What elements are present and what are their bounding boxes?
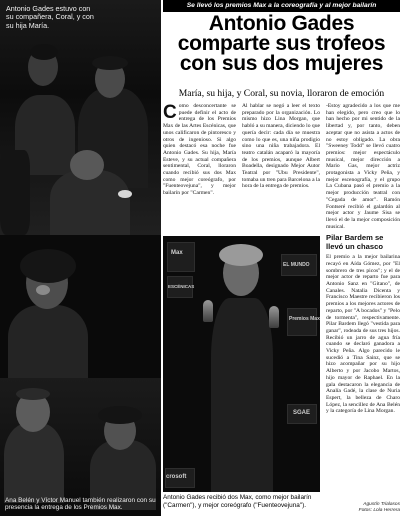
photo-caption: Antonio Gades recibió dos Max, como mejor bailarín ("Carmen"), y mejor coreógrafo ("Fuenteovejuna").	[163, 494, 312, 509]
column-3	[326, 103, 400, 516]
photo-credit	[326, 502, 400, 513]
column-1	[163, 103, 236, 233]
trophy-icon	[269, 306, 279, 328]
headline: Antonio Gades comparte sus trofeos con sus dos mujeres	[177, 12, 386, 75]
photo-gades-family	[0, 0, 161, 235]
backdrop-text: SGAE	[293, 410, 311, 416]
trophy-icon	[203, 300, 213, 322]
backdrop-text: Premios Max	[289, 316, 320, 322]
subheading-pilar-bardem: Pilar Bardem se llevó un chasco	[326, 233, 384, 251]
photo-ana-belen-victor-manuel	[0, 378, 161, 516]
caption-bottom: Ana Belén y Víctor Manuel también realizaron con su presencia la entrega de los Premios Max.	[5, 496, 156, 512]
photo-maria-esteve	[0, 235, 161, 378]
column-3-text: -Estoy agradecido a los que me han elegido, pero creo que lo han hecho por mi sentido de la libertad y, por tanto, deben aceptar que no asista a actos de no estoy obligado. La obra "Sweeney Todd" se llevó cuatro premios: mejor espectáculo musical, mejor dirección a Mario Gas, mejor actriz protagonista a Vicky Peña, y mejor escenografía, y el grupo La Cubana pasó el premio a la mejor producción teatral con "Cegada de amor". Ramón Fontseré recibió el galardón al mejor actor y Jaume Sisa se llevó el de la mejor composición musical.	[326, 103, 400, 230]
kicker: Se llevó los premios Max a la coreografía y al mejor bailarín	[163, 0, 400, 12]
credit-author: Agustín Trialasos	[363, 502, 400, 507]
credit-photos: Fotos: Lola Herrera	[358, 507, 400, 513]
column-2-text: Al hablar se negó a leer el texto preparado por la organización. Lo mismo hizo Lina Morgan, que habló a su manera, diciendo lo que quería decir: cada día se muestra como lo que es, una niña prodigio sino una niña trabajadora. El teatro catalán acaparó la mayoría de los premios, aunque Albert Boadella, designado Mejor Autor Teatral por "Ubu Presidente", tomaba un tren para Barcelona a la hora de la entrega de premios.	[242, 103, 320, 190]
backdrop-text: EL MUNDO	[283, 262, 310, 268]
backdrop-text: Max	[171, 250, 183, 256]
photo-column	[0, 0, 161, 516]
backdrop-text: ESCÉNICAS	[168, 284, 195, 289]
caption-top: Antonio Gades estuvo con su compañera, Coral, y con su hija María.	[6, 4, 94, 30]
article	[163, 0, 400, 516]
backdrop-text: crosoft	[166, 474, 187, 480]
column-3-text-2: El premio a la mejor bailarina recayó en Aída Gómez, por "El sombrero de tres picos"; y el de mejor actor de reparto fue para Antonio Sanz en "Gitano", de Canales. Natalia Dicenta y Francisco Maestre recibieron los premios a los mejores actores de reparto, por "A bocados" y "Pelo de tormenta", respectivamente. Pilar Bardem llegó "vestida para ganar", rodeada de sus tres hijos. Recibió un jarro de agua fría cuando se declaró ganadora a Vicky Peña. Algo parecido le sucedió a Tina Sainz, que se hizo acompañar por su hijo Alberto y por Jacobo Martos, hijo mayor de Raphael. En la gala destacaron la elegancia de Analía Gadé, la clase de Nuria Espert, la belleza de Charo López, la sencillez de Ana Belén y la categoría de Lina Morgan.	[326, 254, 400, 415]
column-2	[242, 103, 320, 233]
subhead: María, su hija, y Coral, su novia, lloraron de emoción	[178, 88, 385, 99]
drop-cap: C	[163, 103, 177, 123]
column-1-text: omo desconcertante se puede definir el acto de entrega de los Premios Max de las Artes Escénicas, que unos calificaron de pintoresco y otros de ingenioso. Si algo quien destacó esa noche fue Antonio Gades. Su hija, María Esteve, y su actual compañera sentimental, Coral, lloraron cuando recibió sus dos Max como mejor coreógrafo, por "Fuenteovejuna", y mejor bailarín por "Carmen".	[163, 103, 236, 197]
photo-gades-trophies	[163, 236, 320, 492]
